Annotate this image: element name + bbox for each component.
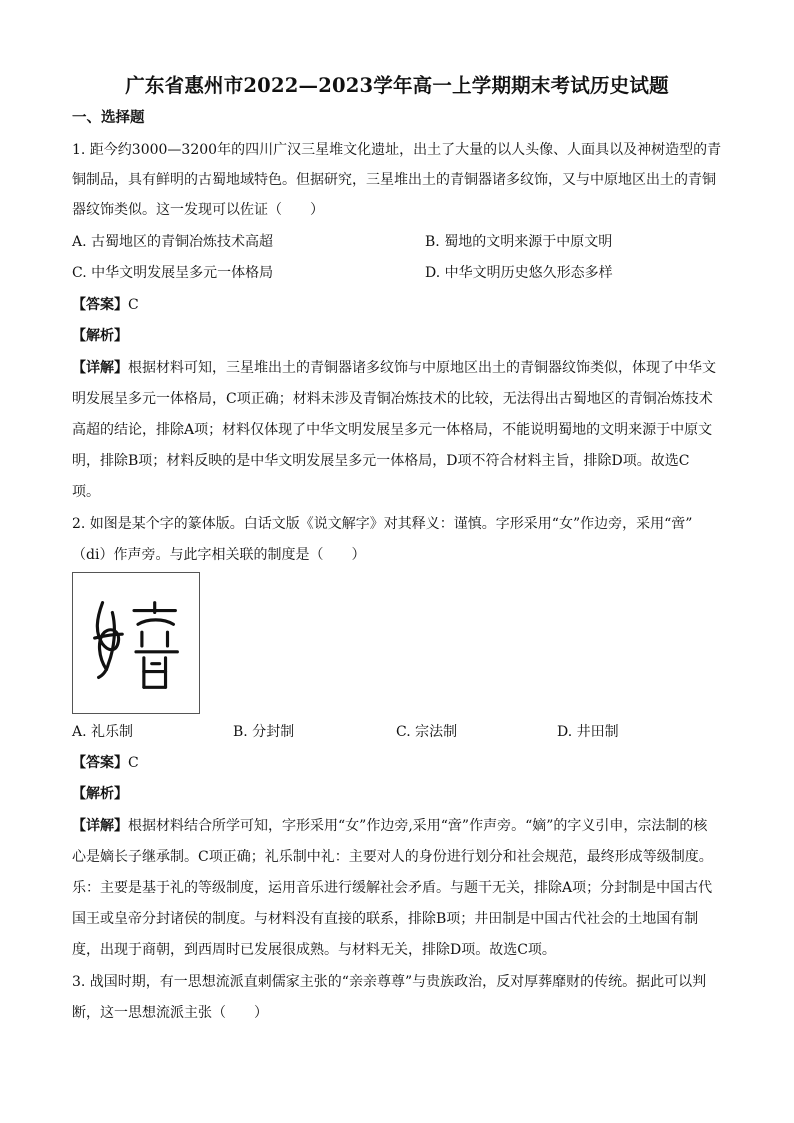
q2-option-a: A. 礼乐制 bbox=[72, 724, 134, 740]
section-heading: 一、选择题 bbox=[72, 109, 145, 126]
q1-detail-line: 明发展呈多元一体格局，C项正确；材料未涉及青铜冶炼技术的比较，无法得出古蜀地区的青铜冶炼技术 bbox=[72, 391, 713, 407]
q2-detail-line: 心是嫡长子继承制。C项正确；礼乐制中礼：主要对人的身份进行划分和社会规范，最终形成等级制度。 bbox=[72, 849, 713, 865]
q1-stem-line: 器纹饰类似。这一发现可以佐证（ ） bbox=[72, 202, 324, 218]
q1-option-a: A. 古蜀地区的青铜冶炼技术高超 bbox=[72, 234, 274, 250]
q1-detail-line: 高超的结论，排除A项；材料仅体现了中华文明发展呈多元一体格局，不能说明蜀地的文明来源于中原文 bbox=[72, 422, 713, 438]
analysis-tag: 【解析】 bbox=[72, 328, 128, 344]
answer-value: C bbox=[128, 297, 139, 313]
q2-option-c: C. 宗法制 bbox=[396, 724, 458, 740]
q2-analysis-tag bbox=[72, 784, 722, 804]
q2-stem-line: （di）作声旁。与此字相关联的制度是（ ） bbox=[72, 547, 366, 563]
q1-analysis-tag bbox=[72, 326, 722, 346]
q2-answer bbox=[72, 753, 722, 773]
q1-answer bbox=[72, 295, 722, 315]
seal-character-icon bbox=[73, 573, 199, 713]
q1-option-c: C. 中华文明发展呈多元一体格局 bbox=[72, 265, 274, 281]
answer-value: C bbox=[128, 755, 139, 771]
q1-detail-line: 项。 bbox=[72, 484, 100, 500]
detail-tag: 【详解】 bbox=[72, 818, 128, 834]
q1-stem-line: 铜制品，具有鲜明的古蜀地域特色。但据研究，三星堆出土的青铜器诸多纹饰，又与中原地区出土的青铜 bbox=[72, 172, 716, 188]
q1-option-b: B. 蜀地的文明来源于中原文明 bbox=[425, 234, 613, 250]
q1-detail-line bbox=[72, 358, 722, 378]
detail-text: 根据材料可知，三星堆出土的青铜器诸多纹饰与中原地区出土的青铜器纹饰类似，体现了中华文 bbox=[128, 360, 716, 376]
q2-detail-line bbox=[72, 816, 722, 836]
q2-detail-line: 度，出现于商朝，到西周时已发展很成熟。与材料无关，排除D项。故选C项。 bbox=[72, 942, 556, 958]
q3-stem-line: 3. 战国时期，有一思想流派直刺儒家主张的“亲亲尊尊”与贵族政治，反对厚葬靡财的传统。据此可以判 bbox=[72, 974, 707, 990]
q2-detail-line: 国王或皇帝分封诸侯的制度。与材料没有直接的联系，排除B项；井田制是中国古代社会的土地国有制 bbox=[72, 911, 699, 927]
q3-stem-line: 断，这一思想流派主张（ ） bbox=[72, 1005, 268, 1021]
answer-tag: 【答案】 bbox=[72, 755, 128, 771]
q2-detail-line: 乐：主要是基于礼的等级制度，运用音乐进行缓解社会矛盾。与题干无关，排除A项；分封制是中国古代 bbox=[72, 880, 713, 896]
answer-tag: 【答案】 bbox=[72, 297, 128, 313]
q1-stem-line: 1. 距今约3000—3200年的四川广汉三星堆文化遗址，出土了大量的以人头像、人面具以及神树造型的青 bbox=[72, 142, 722, 158]
seal-script-image bbox=[72, 572, 200, 714]
detail-text: 根据材料结合所学可知，字形采用“女”作边旁,采用“啻”作声旁。“嫡”的字义引申，宗法制的核 bbox=[128, 818, 708, 834]
q2-stem-line: 2. 如图是某个字的篆体版。白话文版《说文解字》对其释义：谨慎。字形采用“女”作边旁，采用“啻” bbox=[72, 516, 693, 532]
q2-option-b: B. 分封制 bbox=[233, 724, 295, 740]
q1-detail-line: 明，排除B项；材料反映的是中华文明发展呈多元一体格局，D项不符合材料主旨，排除D项。故选C bbox=[72, 453, 690, 469]
detail-tag: 【详解】 bbox=[72, 360, 128, 376]
q1-option-d: D. 中华文明历史悠久形态多样 bbox=[425, 265, 613, 281]
analysis-tag: 【解析】 bbox=[72, 786, 128, 802]
q2-option-d: D. 井田制 bbox=[557, 724, 619, 740]
page-title: 广东省惠州市2022—2023学年高一上学期期末考试历史试题 bbox=[125, 74, 669, 97]
